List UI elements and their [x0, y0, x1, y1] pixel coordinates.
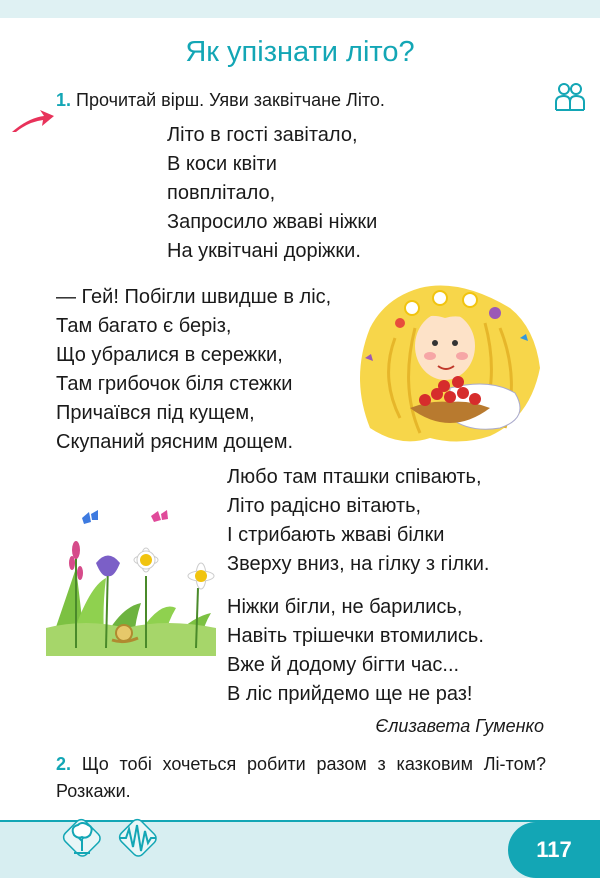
- poem-line: Запросило жваві ніжки: [167, 211, 378, 233]
- poem-stanza-2: [56, 283, 331, 457]
- poem-line: Навіть трішечки втомились.: [227, 625, 484, 647]
- poem-line: Там грибочок біля стежки: [56, 373, 293, 395]
- task-2: [56, 751, 546, 805]
- top-bar: [0, 0, 600, 18]
- poem-author: Єлизавета Гуменко: [375, 716, 544, 736]
- poem-line: повплітало,: [167, 182, 276, 204]
- poem-line: Вже й додому бігти час...: [227, 654, 460, 676]
- poem-stanza-1: [167, 121, 377, 266]
- poem-line: Скупаний рясним дощем.: [56, 431, 294, 453]
- poem-line: Що убралися в сережки,: [56, 344, 283, 366]
- summer-girl-illustration: [340, 268, 550, 453]
- poem-line: Причаївся під кущем,: [56, 402, 255, 424]
- pointer-arrow-icon: [10, 108, 56, 134]
- poem-line: Літо в гості завітало,: [167, 124, 358, 146]
- page-number: 117: [508, 822, 600, 878]
- poem-line: Ніжки бігли, не барились,: [227, 596, 463, 618]
- task-2-text: Що тобі хочеться робити разом з казковим Лі-том? Розкажи.: [56, 754, 546, 801]
- poem-line: Літо радісно вітають,: [227, 495, 422, 517]
- poem-line: І стрибають жваві білки: [227, 524, 445, 546]
- poem-line: Зверху вниз, на гілку з гілки.: [227, 553, 490, 575]
- poem-stanza-4: [227, 593, 484, 709]
- meadow-illustration: [46, 508, 216, 656]
- task-2-number: 2.: [56, 754, 72, 774]
- page-title: Як упізнати літо?: [185, 36, 415, 68]
- sound-wave-icon: [116, 817, 160, 859]
- poem-line: Там багато є беріз,: [56, 315, 232, 337]
- pair-work-icon: [554, 82, 586, 112]
- task-1-text: Прочитай вірш. Уяви заквітчане Літо.: [76, 90, 385, 110]
- task-1: [56, 90, 385, 111]
- poem-line: В коси квіти: [167, 153, 277, 175]
- task-1-number: 1.: [56, 90, 72, 110]
- poem-line: В ліс прийдемо ще не раз!: [227, 683, 473, 705]
- tree-icon: [60, 817, 104, 859]
- poem-line: — Гей! Побігли швидше в ліс,: [56, 286, 332, 308]
- poem-line: Любо там пташки співають,: [227, 466, 482, 488]
- poem-stanza-3: [227, 463, 489, 579]
- poem-line: На уквітчані доріжки.: [167, 240, 361, 262]
